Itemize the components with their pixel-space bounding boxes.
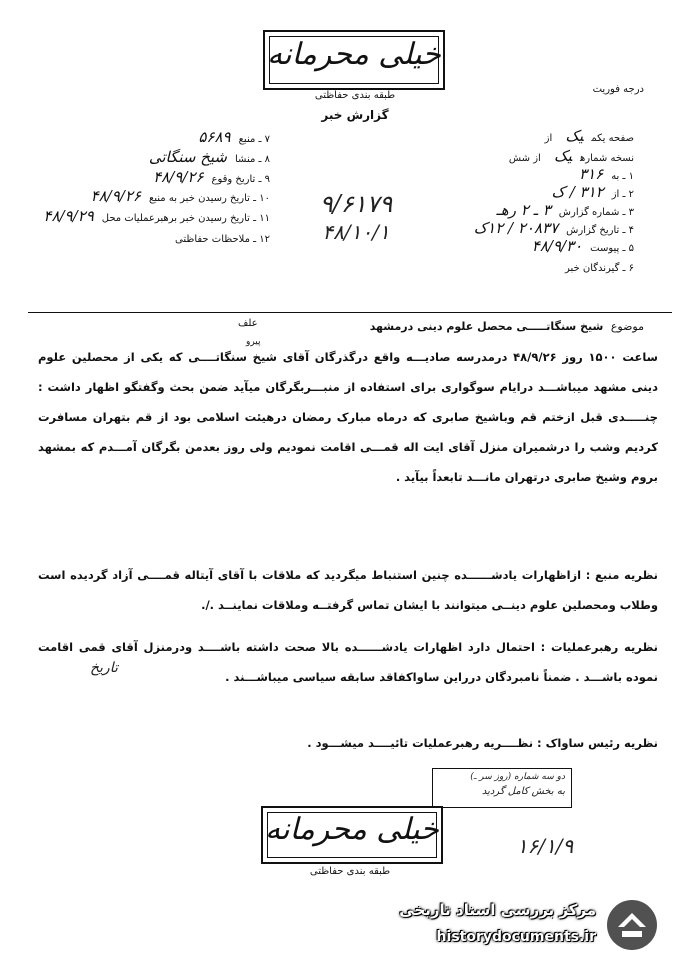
- top-classification-stamp: [263, 30, 445, 90]
- field-security-notes: ۱۲ ـ ملاحظات حفاظتی: [175, 234, 270, 245]
- source-opinion: نظریه منبع : ازاظهارات یادشــــــده چنین استنباط میگردید که ملاقات با آقای آیتاله قمــــی آزاد گردیده است وطلاب ومحصلین علوم دینــی میتوانند با ایشان تماس گرفتــه وملاقات نماینــد ./.: [38, 568, 658, 612]
- bottom-classification-stamp: [261, 806, 443, 864]
- bottom-stamp-text: خیلی محرمانه: [265, 812, 439, 847]
- field-source: ۷ ـ منبع۵۶۸۹: [198, 128, 270, 146]
- field-report-date: ۴ ـ تاریخ گزارش۲۰۸۳۷ / ۱۲ک: [473, 219, 634, 237]
- subject-side-note: پیرو: [246, 337, 261, 347]
- subject-line: [224, 320, 644, 333]
- body-paragraph: ساعت ۱۵۰۰ روز ۴۸/۹/۲۶ درمدرسه صادیـــه واقع درگذرگان آقای شیخ سنگاتــــی که یکی از محصلین علوم دینی مشهد میباشـــد درایام سوگواری برای استفاده از منبـــربگرگان میآید ضمن بحث وگفتگو اظهار داشت : چنـــــدی قبل ازختم قم وباشیخ صابری که درماه مبارک رمضان درهیئت اسلامی بود از قم بتهران مسافرت کردیم وشب را درشمیران منزل آقای ایت اله قمـــی اقامت نمودیم ولی روز بعدمن بگرگان آمـــدم که بمشهد بروم وشیخ صابری درتهران مانـــد تابعداً بیآید .: [38, 350, 658, 484]
- form-title: گزارش خبر: [321, 108, 389, 122]
- field-source-receipt-date: ۱۰ ـ تاریخ رسیدن خبر به منبع۴۸/۹/۲۶: [90, 187, 270, 205]
- archive-logo-icon: [604, 897, 660, 953]
- field-to: ۱ ـ به۳۱۶: [579, 165, 634, 183]
- subject-text: شیخ سنگاتـــــی محصل علوم دینی درمشهد: [369, 320, 604, 333]
- savak-opinion: نظریه رئیس ساواک : نظــــریه رهبرعملیات تائیــــد میشـــود .: [307, 736, 658, 750]
- watermark-name: مرکز بررسی اسناد تاریخی: [399, 901, 596, 919]
- box-stamp-line1: دو سه شماره (روز سر ـ): [470, 772, 565, 782]
- watermark: [390, 891, 660, 961]
- ops-opinion: نظریه رهبرعملیات : احتمال دارد اظهارات یادشــــــده بالا صحت داشته باشــــد ودرمنزل آقای قمی اقامت نموده باشـــد . ضمناً نامبردگان درراین ساواکفاقد سابقه سیاسی میباشـــند .: [38, 640, 658, 684]
- field-occurrence-date: ۹ ـ تاریخ وقوع۴۸/۹/۲۶: [153, 168, 270, 186]
- box-stamp: [432, 768, 572, 808]
- field-page: صفحه یکمیک از: [544, 127, 634, 145]
- bottom-handwritten-date: ۱۶/۱/۹: [516, 834, 574, 858]
- field-from: ۲ ـ از۳۱۲ / ک: [551, 183, 634, 201]
- watermark-url: historydocuments.ir: [436, 929, 596, 945]
- field-recipients: ۶ ـ گیرندگان خبر: [564, 263, 634, 274]
- ops-signature: تاریخ: [90, 660, 118, 676]
- box-stamp-line2: به بخش کامل گردید: [481, 786, 565, 797]
- center-handwritten-date: ۴۸/۱۰/۱: [322, 220, 390, 244]
- field-origin: ۸ ـ منشاشیخ سنگاتی: [148, 148, 270, 166]
- field-ops-receipt-date: ۱۱ ـ تاریخ رسیدن خبر برهبرعملیات محل۴۸/۹/۲۹: [43, 207, 270, 225]
- top-stamp-text: خیلی محرمانه: [267, 37, 441, 72]
- bottom-classification-caption: طبقه بندی حفاظتی: [309, 866, 391, 877]
- subject-side-label: علف: [238, 318, 258, 329]
- urgency-label: درجه فوریت: [592, 84, 644, 95]
- top-classification-caption: طبقه بندی حفاظتی: [314, 90, 396, 101]
- header-separator: [28, 312, 672, 313]
- subject-label: موضوع: [610, 320, 644, 333]
- center-handwritten-number: ۹/۶۱۷۹: [319, 190, 393, 218]
- field-attachment: ۵ ـ پیوست۴۸/۹/۳۰: [531, 237, 634, 255]
- field-copy-number: نسخه شمارهیک از شش: [508, 147, 634, 165]
- field-report-number: ۳ ـ شماره گزارش۳ ـ ۲ رهـ: [496, 201, 634, 219]
